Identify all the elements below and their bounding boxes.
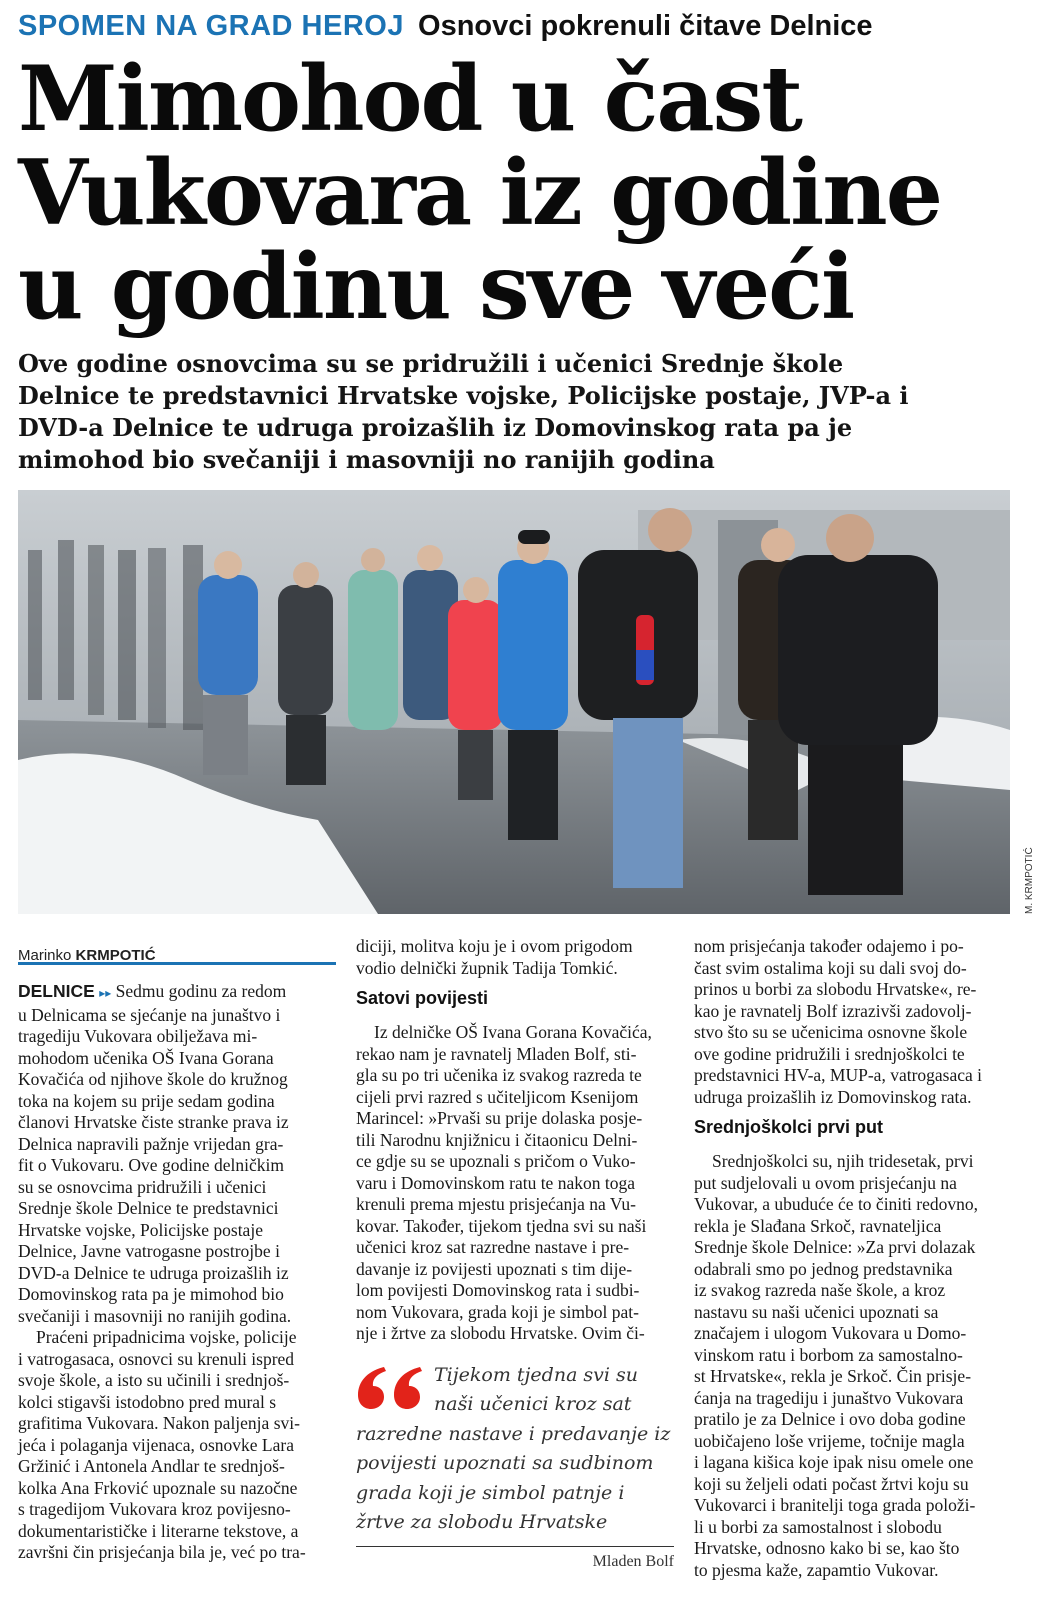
quote-line: grada koji je simbol patnje i xyxy=(356,1481,625,1504)
dateline: DELNICE xyxy=(18,981,95,1001)
quote-line: razredne nastave i predavanje iz xyxy=(356,1422,671,1445)
kicker-title: Osnovci pokrenuli čitave Delnice xyxy=(418,10,873,42)
col3-line: rekla je Slađana Srkoč, ravnateljica xyxy=(694,1215,942,1236)
section-label: SPOMEN NA GRAD HEROJ xyxy=(18,10,404,42)
col1-line: Delnica napravili pažnje vrijedan gra- xyxy=(18,1133,284,1154)
col3-line: Vukovarci i branitelji toga grada položi- xyxy=(694,1495,976,1515)
col2-line: rekao nam je ravnatelj Mladen Bolf, sti- xyxy=(356,1043,637,1064)
col1-line: DVD-a Delnice te udruga proizašlih iz xyxy=(18,1262,289,1283)
quote-line: povijesti upoznati sa sudbinom xyxy=(356,1452,654,1474)
byline-first: Marinko xyxy=(18,947,72,964)
col3-line: iz svakog razreda naše škole, a kroz xyxy=(694,1280,946,1300)
headline-line: u godinu sve veći xyxy=(18,234,854,340)
byline xyxy=(18,936,336,965)
article-column-3 xyxy=(694,936,1014,1581)
col1-line: članovi Hrvatske čiste stranke prava iz xyxy=(18,1112,289,1132)
col1-line: kolci stigavši istodobno pred mural s xyxy=(18,1391,277,1412)
col2-line: gla su po tri učenika iz svakog razreda te xyxy=(356,1065,642,1085)
col3-line: ćanja na tragediju i junaštvo Vukovara xyxy=(694,1387,964,1408)
article-column-1 xyxy=(18,936,336,1564)
headline-line: Mimohod u čast xyxy=(18,46,801,152)
col3-line: vinskom ratu i borbom za samostalno- xyxy=(694,1344,963,1365)
col1-line: Kovačića od njihove škole do kružnog xyxy=(18,1069,288,1089)
col3-line: st Hrvatske«, rekla je Srkoč. Čin prisje- xyxy=(694,1366,972,1386)
col2-line: nom Vukovara, grada koji je simbol pat- xyxy=(356,1301,639,1322)
quote-line: Tijekom tjedna svi su xyxy=(434,1363,639,1386)
lead-line: Delnice te predstavnici Hrvatske vojske, Policijske postaje, JVP-a i xyxy=(18,381,909,410)
lead-line: DVD-a Delnice te udruga proizašlih iz Domovinskog rata pa je xyxy=(18,413,853,442)
article-photo xyxy=(18,490,1010,914)
headline xyxy=(18,46,1038,340)
col1-line: s tragedijom Vukovara kroz povijesno- xyxy=(18,1499,291,1519)
col3-line: udruga proizašlih iz Domovinskog rata. xyxy=(694,1086,972,1107)
dateline-arrow-icon: ▸▸ xyxy=(99,986,112,1000)
quote-author: Mladen Bolf xyxy=(356,1546,674,1573)
col3-line: predstavnici HV-a, MUP-a, vatrogasaca i xyxy=(694,1065,983,1085)
col3-line: Srednje škole Delnice: »Za prvi dolazak xyxy=(694,1237,976,1257)
procession-photo-illustration xyxy=(18,490,1010,914)
lead-line: mimohod bio svečaniji i masovniji no ranijih godina xyxy=(18,445,715,474)
col3-line: prinos u borbi za slobodu Hrvatske«, re- xyxy=(694,979,977,999)
col1-line: Praćeni pripadnicima vojske, policije xyxy=(36,1327,297,1347)
col1-line: Srednje škole Delnice te predstavnici xyxy=(18,1198,279,1218)
col3-line: kao je ravnatelj Bolf izrazivši zadovolj- xyxy=(694,1000,972,1021)
col1-line: završni čin prisjećanja bila je, već po tra- xyxy=(18,1542,306,1562)
col2-line: ce gdje su se upoznali s pričom o Vuko- xyxy=(356,1151,636,1171)
photo-credit-text: M. KRMPOTIĆ xyxy=(1024,847,1035,914)
col3-line: Srednjoškolci su, njih tridesetak, prvi xyxy=(712,1151,974,1171)
photo-credit xyxy=(1012,840,1035,914)
col1-line: grafitima Vukovara. Nakon paljenja svi- xyxy=(18,1413,300,1433)
col1-line: tragediju Vukovara obilježava mi- xyxy=(18,1026,258,1046)
col2-line: Marincel: »Prvaši su prije dolaska posje- xyxy=(356,1108,643,1128)
col3-line: Vukovar, a ubuduće će to činiti redovno, xyxy=(694,1194,978,1214)
col1-line: Gržinić i Antonela Andlar te srednjoš- xyxy=(18,1456,285,1476)
pull-quote xyxy=(356,1361,674,1573)
col3-line: značajem i ulogom Vukovara u Domo- xyxy=(694,1323,967,1343)
col3-line: koji su željeli odati počast žrtvi koju su xyxy=(694,1473,969,1494)
col1-line: u Delnicama se sjećanje na junaštvo i xyxy=(18,1004,281,1025)
col1-line: mohodom učenika OŠ Ivana Gorana xyxy=(18,1047,274,1068)
col3-line: li u borbi za samostalnost i slobodu xyxy=(694,1516,942,1537)
col3-line: uobičajeno loše vrijeme, točnije magla xyxy=(694,1430,965,1451)
article-column-2 xyxy=(356,936,674,1572)
col2-line: nje i žrtve za slobodu Hrvatske. Ovim či- xyxy=(356,1323,645,1343)
col1-line: jeća i polaganja vijenaca, osnovke Lara xyxy=(18,1434,294,1455)
col1-line: Domovinskog rata pa je mimohod bio xyxy=(18,1284,284,1304)
quote-line: žrtve za slobodu Hrvatske xyxy=(356,1511,608,1533)
col3-line: nastavu su naši učenici upoznati sa xyxy=(694,1301,939,1322)
col3-line: Hrvatske, odnosno kako bi se, kao što xyxy=(694,1538,960,1558)
col1-line: su se osnovcima pridružili i učenici xyxy=(18,1176,267,1197)
kicker xyxy=(18,6,1028,46)
col3-line: ove godine pridružili i srednjoškolci te xyxy=(694,1043,965,1064)
col3-line: pratilo je za Delnice i ovo doba godine xyxy=(694,1409,966,1429)
text-line xyxy=(18,981,336,1005)
col2-line: cijeli prvi razred s učiteljicom Ksenijom xyxy=(356,1086,639,1107)
col1-line: Sedmu godinu za redom xyxy=(115,981,287,1001)
col3-line: čast svim ostalima koji su dali svoj do- xyxy=(694,957,967,978)
quote-line: naši učenici kroz sat xyxy=(434,1393,632,1415)
col1-line: svečaniji i masovniji no ranijih godina. xyxy=(18,1305,292,1326)
col2-line: vodio delnički župnik Tadija Tomkić. xyxy=(356,957,618,978)
headline-line: Vukovara iz godine xyxy=(18,140,941,246)
col3-line: nom prisjećanja također odajemo i po- xyxy=(694,936,964,956)
col1-line: Hrvatske vojske, Policijske postaje xyxy=(18,1219,263,1240)
col1-line: i vatrogasaca, osnovci su krenuli ispred xyxy=(18,1348,295,1369)
col1-line: fit o Vukovaru. Ove godine delničkim xyxy=(18,1155,284,1175)
col1-line: dokumentarističke i literarne tekstove, a xyxy=(18,1520,299,1541)
col2-line: davanje iz povijesti upoznati s tim dije- xyxy=(356,1258,633,1279)
col3-line: to pjesma kaže, zapamtio Vukovar. xyxy=(694,1559,939,1580)
col1-line: kolka Ana Frković upoznale su nazočne xyxy=(18,1477,298,1498)
col2-line: kovar. Također, tijekom tjedna svi su naši xyxy=(356,1215,647,1236)
col2-line: diciji, molitva koju je i ovom prigodom xyxy=(356,936,633,956)
col3-line: i lagana kišica koje ipak nisu omele one xyxy=(694,1452,974,1472)
col2-line: Iz delničke OŠ Ivana Gorana Kovačića, xyxy=(374,1022,652,1042)
col2-line: krenuli prema mjestu prisjećanja na Vu- xyxy=(356,1194,636,1214)
col2-line: učenici kroz sat razredne nastave i pre- xyxy=(356,1237,630,1257)
col1-line: svoje škole, a isto su učinili i srednjoš- xyxy=(18,1370,290,1390)
col1-line: Delnice, Javne vatrogasne postrojbe i xyxy=(18,1241,280,1261)
col2-line: lom povijesti Domovinskog rata i sudbi- xyxy=(356,1280,640,1300)
col1-line: toka na kojem su prije sedam godina xyxy=(18,1090,275,1111)
subheading-srednjoskolci: Srednjoškolci prvi put xyxy=(694,1117,884,1137)
quote-mark-icon xyxy=(356,1363,426,1411)
col3-line: stvo što su se učenicima osnovne škole xyxy=(694,1022,968,1042)
col2-line: tili Narodnu knjižnicu i čitaonicu Delni- xyxy=(356,1129,638,1150)
lead-paragraph xyxy=(18,348,1018,476)
col3-line: put sudjelovali u ovom prisjećanju na xyxy=(694,1172,957,1193)
col3-line: odabrali smo po jednog predstavnika xyxy=(694,1258,953,1279)
subheading-satovi-povijesti: Satovi povijesti xyxy=(356,988,489,1008)
byline-last: KRMPOTIĆ xyxy=(75,947,156,964)
lead-line: Ove godine osnovcima su se pridružili i učenici Srednje škole xyxy=(18,349,844,378)
col2-line: varu i Domovinskom ratu te nakon toga xyxy=(356,1172,635,1193)
